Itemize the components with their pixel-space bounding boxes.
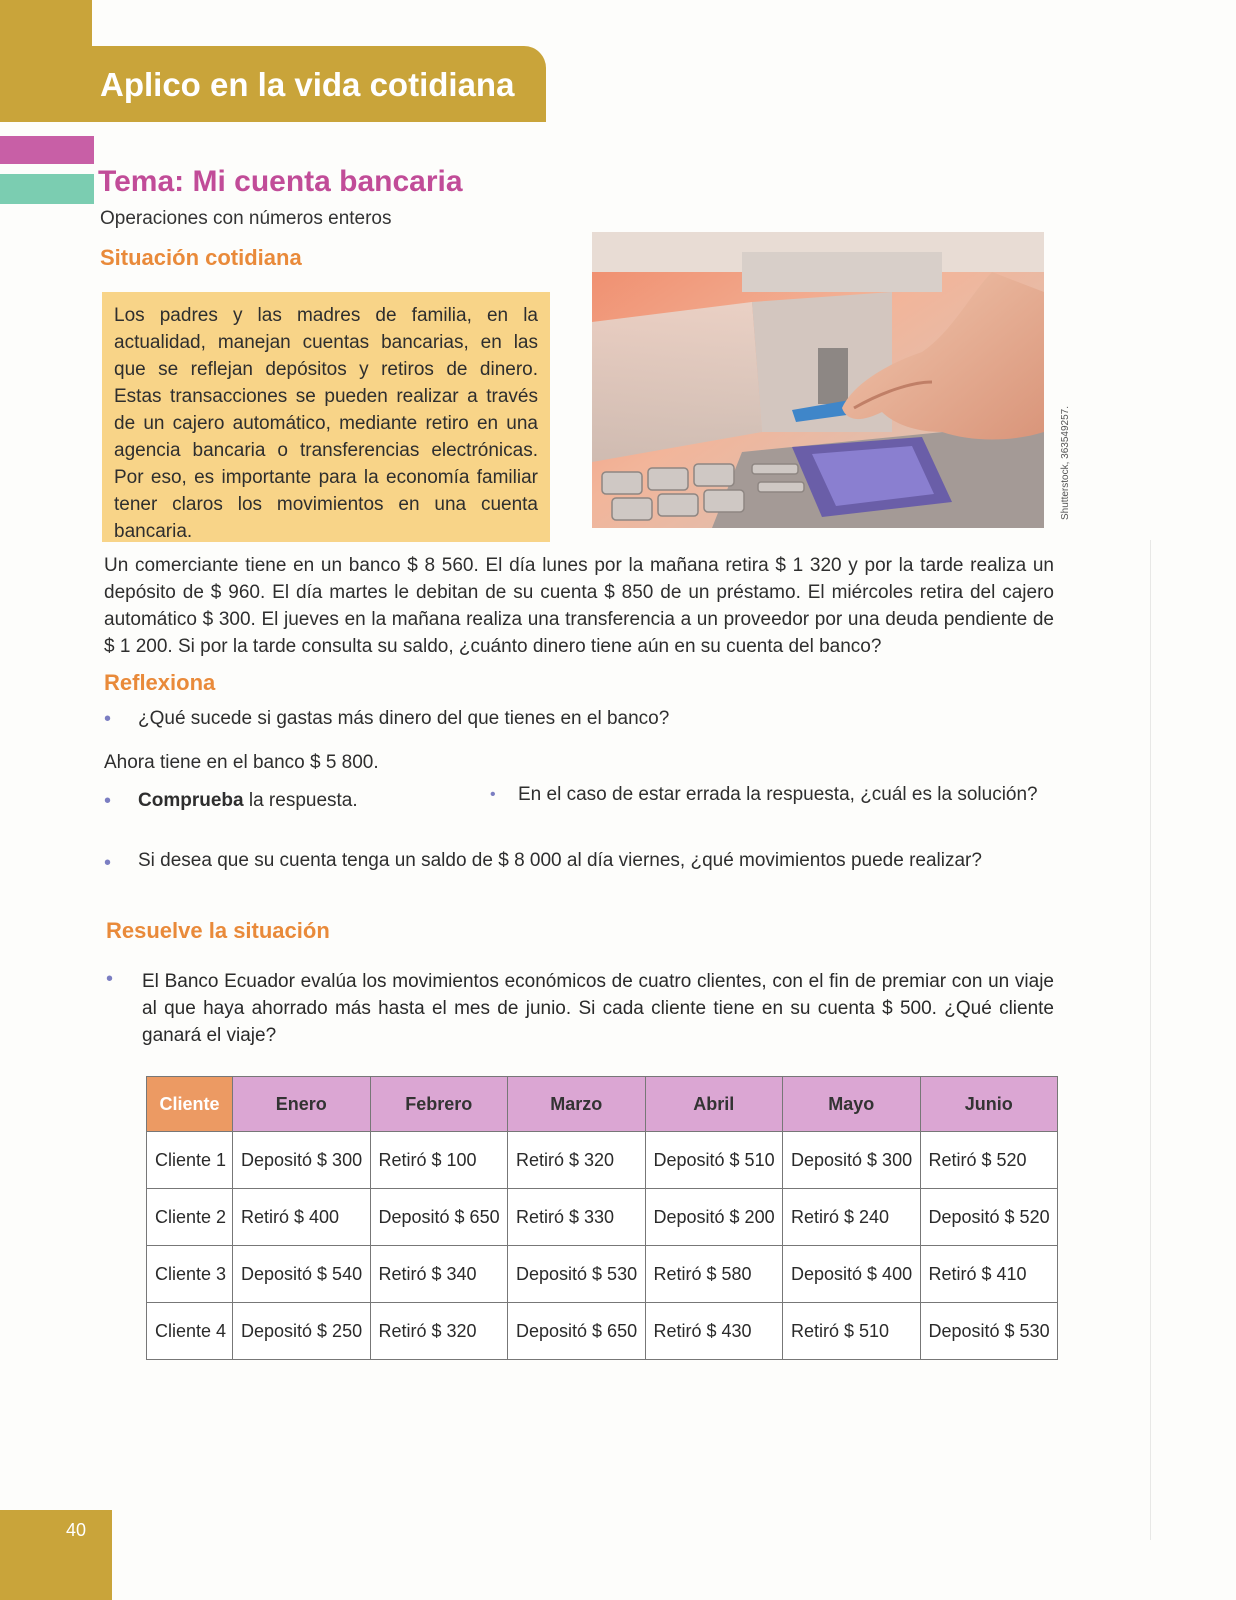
bullet-icon: • [104,790,112,812]
header-cell: Enero [233,1077,371,1132]
table-cell: Depositó $ 520 [920,1189,1058,1246]
table-cell: Depositó $ 400 [783,1246,921,1303]
table-cell: Depositó $ 510 [645,1132,783,1189]
reflexiona-question-2: En el caso de estar errada la respuesta, ¿cuál es la solución? [518,784,1038,805]
reflexiona-heading: Reflexiona [104,670,216,695]
table-cell: Cliente 1 [147,1132,233,1189]
table-cell: Depositó $ 300 [233,1132,371,1189]
header-cell: Cliente [147,1077,233,1132]
table-cell: Retiró $ 100 [370,1132,508,1189]
header-cell: Marzo [508,1077,646,1132]
page-section-title: Aplico en la vida cotidiana [100,66,515,103]
table-cell: Retiró $ 330 [508,1189,646,1246]
table-cell: Retiró $ 410 [920,1246,1058,1303]
table-cell: Depositó $ 540 [233,1246,371,1303]
reflexiona-question-1: ¿Qué sucede si gastas más dinero del que tienes en el banco? [138,708,670,729]
table-header-row [147,1077,1058,1132]
table-cell: Depositó $ 530 [508,1246,646,1303]
situacion-heading: Situación cotidiana [100,245,302,270]
table-cell: Retiró $ 320 [508,1132,646,1189]
header-cell: Abril [645,1077,783,1132]
table-cell: Retiró $ 320 [370,1303,508,1360]
given-answer: Ahora tiene en el banco $ 5 800. [104,752,379,773]
table-cell: Retiró $ 520 [920,1132,1058,1189]
page-edge-line [1150,540,1151,1540]
table-cell: Retiró $ 240 [783,1189,921,1246]
table-cell: Retiró $ 340 [370,1246,508,1303]
table-cell: Depositó $ 650 [508,1303,646,1360]
topic-title: Tema: Mi cuenta bancaria [98,165,463,198]
table-cell: Retiró $ 580 [645,1246,783,1303]
table-cell: Cliente 3 [147,1246,233,1303]
table-cell: Depositó $ 200 [645,1189,783,1246]
bullet-icon: • [104,852,112,874]
photo-credit: Shutterstock, 363549257. [1060,406,1071,520]
pink-accent-bar [0,136,94,164]
problem-text: Un comerciante tiene en un banco $ 8 560. El día lunes por la mañana retira $ 1 320 y por la tarde realiza un depósito de $ 960. El día martes le debitan de su cuenta $ 850 de un préstamo. El miércoles retira del cajero automático $ 300. El jueves en la mañana realiza una transferencia a un proveedor por una deuda pendiente de $ 1 200. Si por la tarde consulta su saldo, ¿cuánto dinero tiene aún en su cuenta del banco? [104,555,1054,657]
table-row [147,1303,1058,1360]
check-bold: Comprueba [138,790,244,811]
table-cell: Retiró $ 430 [645,1303,783,1360]
table-cell: Depositó $ 300 [783,1132,921,1189]
teal-accent-bar [0,174,94,204]
table-cell: Depositó $ 650 [370,1189,508,1246]
resuelve-heading: Resuelve la situación [106,918,330,943]
table-row [147,1246,1058,1303]
page-number-box [0,1510,112,1600]
resuelve-text: El Banco Ecuador evalúa los movimientos económicos de cuatro clientes, con el fin de premiar con un viaje al que haya ahorrado más hasta el mes de junio. Si cada cliente tiene en su cuenta $ 500. ¿Qué cliente ganará el viaje? [142,971,1054,1046]
header-cell: Febrero [370,1077,508,1132]
table-cell: Depositó $ 530 [920,1303,1058,1360]
client-movements-table [146,1076,1058,1360]
reflexiona-question-3: Si desea que su cuenta tenga un saldo de $ 8 000 al día viernes, ¿qué movimientos puede realizar? [138,850,982,871]
bullet-icon: • [104,708,112,730]
header-cell: Mayo [783,1077,921,1132]
header-cell: Junio [920,1077,1058,1132]
atm-card-photo [592,232,1044,528]
table-cell: Cliente 2 [147,1189,233,1246]
bullet-icon: • [106,968,114,990]
situacion-text: Los padres y las madres de familia, en la actualidad, manejan cuentas bancarias, en las que se reflejan depósitos y retiros de dinero. Estas transacciones se pueden realizar a través de un cajero automático, mediante retiro en una agencia bancaria o transferencias electrónicas. Por eso, es importante para la economía familiar tener claros los movimientos en una cuenta bancaria. [114,305,538,542]
check-rest: la respuesta. [243,790,358,811]
topic-subtitle: Operaciones con números enteros [100,208,392,229]
situacion-box [102,292,550,542]
check-answer-prompt [138,790,358,812]
page-number: 40 [66,1520,87,1540]
table-cell: Retiró $ 510 [783,1303,921,1360]
table-cell: Depositó $ 250 [233,1303,371,1360]
table-cell: Retiró $ 400 [233,1189,371,1246]
table-row [147,1132,1058,1189]
table-cell: Cliente 4 [147,1303,233,1360]
bullet-icon: • [490,786,496,803]
top-color-strip [0,0,92,50]
table-row [147,1189,1058,1246]
